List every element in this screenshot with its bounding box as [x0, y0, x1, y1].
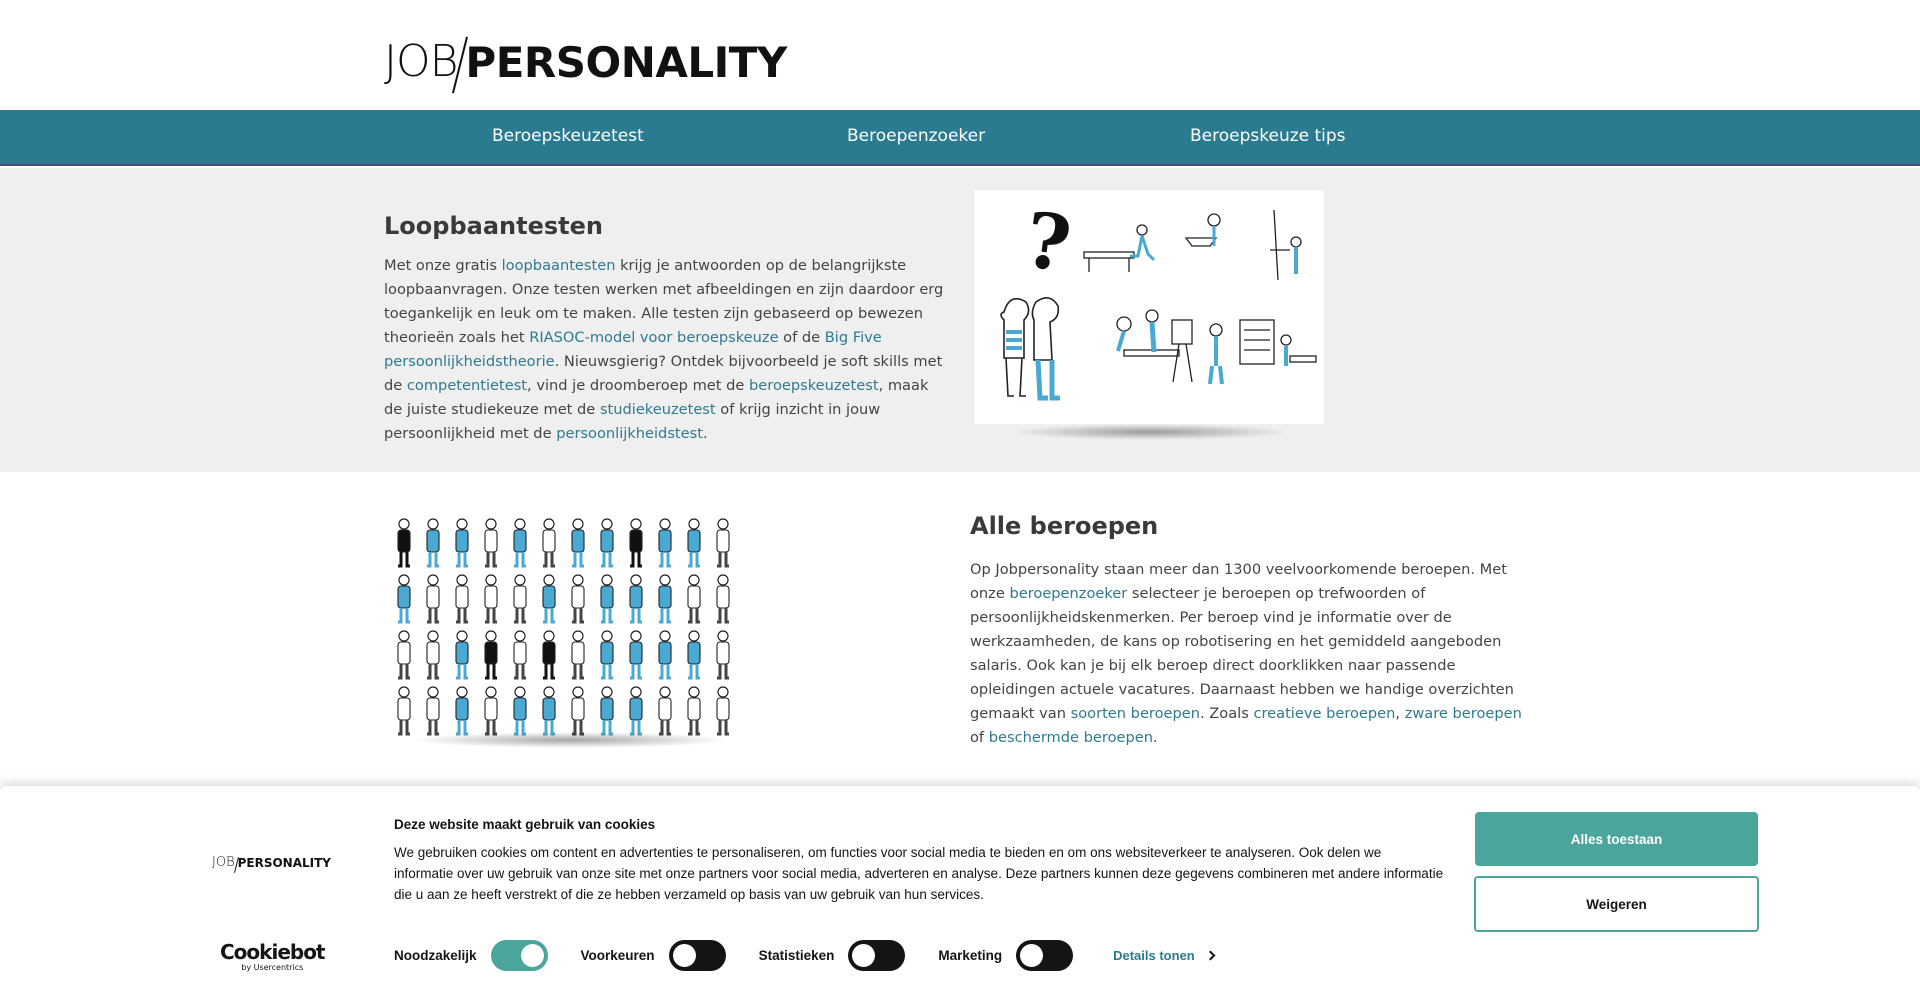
details-tonen-label: Details tonen	[1113, 948, 1195, 963]
link-beschermde-beroepen[interactable]: beschermde beroepen	[988, 729, 1153, 746]
nav-item-beroepskeuzetest[interactable]: Beroepskeuzetest	[492, 126, 644, 146]
crowd-figure	[630, 631, 642, 678]
toggle-knob	[673, 944, 696, 967]
toggle-group-marketing	[938, 940, 1073, 971]
toggle-group-statistieken	[759, 940, 906, 971]
crowd-figure	[456, 575, 468, 622]
toggle-knob	[852, 944, 875, 967]
toggle-knob	[1020, 944, 1043, 967]
crowd-figure	[514, 519, 526, 566]
cookiebot-logo[interactable]	[220, 942, 325, 972]
alle-beroepen-heading: Alle beroepen	[970, 512, 1159, 540]
crowd-figure	[601, 687, 613, 734]
link-competentietest[interactable]: competentietest	[406, 377, 528, 394]
loopbaantesten-section	[0, 168, 1920, 472]
nav-item-beroepenzoeker[interactable]: Beroepenzoeker	[847, 126, 986, 146]
crowd-figure	[601, 575, 613, 622]
crowd-figure	[485, 631, 497, 678]
loopbaantesten-illustration	[974, 190, 1324, 424]
logo-job-text: JOB	[384, 36, 458, 87]
toggle-statistieken[interactable]	[848, 940, 905, 971]
crowd-figure	[427, 631, 439, 678]
crowd-figure	[398, 519, 410, 566]
crowd-figure	[688, 631, 700, 678]
crowd-figure	[659, 631, 671, 678]
deny-button[interactable]: Weigeren	[1474, 876, 1759, 932]
svg-text:?: ?	[1019, 194, 1077, 290]
loopbaantesten-heading: Loopbaantesten	[384, 212, 603, 240]
toggle-knob	[521, 944, 544, 967]
crowd-figure	[717, 575, 729, 622]
cookie-logo-personality-text: PERSONALITY	[237, 856, 331, 870]
crowd-figure	[427, 519, 439, 566]
crowd-figure	[630, 687, 642, 734]
cookie-banner-logo	[212, 854, 331, 870]
crowd-figure	[427, 687, 439, 734]
toggle-label-noodzakelijk: Noodzakelijk	[394, 948, 477, 963]
crowd-figure	[543, 687, 555, 734]
chevron-right-icon	[1205, 951, 1215, 961]
link-big-five[interactable]: Big Five persoonlijkheidstheorie	[384, 329, 882, 370]
toggle-label-voorkeuren: Voorkeuren	[580, 948, 655, 963]
link-riasoc-model[interactable]: RIASOC-model voor beroepskeuze	[529, 329, 779, 346]
crowd-figure	[427, 575, 439, 622]
beroepen-crowd-illustration	[390, 510, 740, 740]
crowd-figure	[398, 687, 410, 734]
crowd-figure	[601, 519, 613, 566]
crowd-figure	[717, 687, 729, 734]
cookie-description: We gebruiken cookies om content en advertenties te personaliseren, om functies voor social media te bieden en om ons websiteverkeer te analyseren. Ook delen we informatie over uw gebruik van onze site met onze partners voor social media, adverteren en analyse. Deze partners kunnen deze gegevens combineren met andere informatie die u aan ze heeft verstrekt of die ze hebben verzameld op basis van uw gebruik van hun services.	[394, 845, 1444, 902]
crowd-figure	[514, 687, 526, 734]
nav-item-beroepskeuze-tips[interactable]: Beroepskeuze tips	[1190, 126, 1346, 146]
crowd-figure	[543, 631, 555, 678]
crowd-figure	[688, 519, 700, 566]
crowd-figure	[514, 575, 526, 622]
crowd-figure	[659, 575, 671, 622]
crowd-figure	[485, 575, 497, 622]
logo-personality-text: PERSONALITY	[465, 38, 787, 87]
crowd-figure	[688, 575, 700, 622]
alle-beroepen-text: Op Jobpersonality staan meer dan 1300 veelvoorkomende beroepen. Met onze beroepenzoeker selecteer je beroepen op trefwoorden of persoonlijkheidskenmerken. Per beroep vind je informatie over de werkzaamheden, de kans op robotisering en het gemiddeld aangeboden salaris. Ook kan je bij elk beroep direct doorklikken naar passende opleidingen actuele vacatures. Daarnaast hebben we handige overzichten gemaakt van soorten beroepen. Zoals creatieve beroepen, zware beroepen of beschermde beroepen.	[970, 561, 1522, 746]
toggle-marketing[interactable]	[1016, 940, 1073, 971]
toggle-noodzakelijk[interactable]	[491, 940, 548, 971]
cookie-logo-job-text: JOB	[212, 855, 235, 870]
crowd-figure	[572, 687, 584, 734]
crowd-figure	[688, 687, 700, 734]
crowd-figure	[572, 575, 584, 622]
cookiebot-byline: by Usercentrics	[241, 963, 304, 972]
crowd-figure	[659, 519, 671, 566]
crowd-figure	[456, 687, 468, 734]
link-beroepenzoeker[interactable]: beroepenzoeker	[1009, 585, 1128, 602]
link-soorten-beroepen[interactable]: soorten beroepen	[1070, 705, 1200, 722]
toggle-label-marketing: Marketing	[938, 948, 1003, 963]
main-nav	[0, 110, 1920, 166]
link-creatieve-beroepen[interactable]: creatieve beroepen	[1253, 705, 1396, 722]
crowd-figure	[717, 519, 729, 566]
toggle-group-voorkeuren	[581, 940, 726, 971]
crowd-figure	[514, 631, 526, 678]
link-beroepskeuzetest[interactable]: beroepskeuzetest	[749, 377, 879, 394]
toggle-label-statistieken: Statistieken	[758, 948, 835, 963]
crowd-figure	[630, 519, 642, 566]
toggle-group-noodzakelijk	[394, 940, 548, 971]
link-studiekeuzetest[interactable]: studiekeuzetest	[599, 401, 716, 418]
crowd-figure	[659, 687, 671, 734]
crowd-figure	[572, 631, 584, 678]
crowd-figure	[456, 631, 468, 678]
crowd-figure	[398, 631, 410, 678]
details-tonen-link[interactable]	[1113, 948, 1214, 963]
link-zware-beroepen[interactable]: zware beroepen	[1404, 705, 1522, 722]
crowd-shadow	[410, 732, 730, 748]
accept-all-button[interactable]: Alles toestaan	[1475, 812, 1758, 866]
site-header	[0, 0, 1920, 110]
crowd-figure	[543, 575, 555, 622]
cookie-banner	[0, 786, 1920, 993]
cookiebot-wordmark: Cookiebot	[220, 940, 325, 964]
illustration-shadow	[1010, 424, 1290, 440]
crowd-figure	[398, 575, 410, 622]
site-logo[interactable]	[384, 24, 787, 87]
crowd-figure	[572, 519, 584, 566]
crowd-figure	[601, 631, 613, 678]
loopbaantesten-text: Met onze gratis loopbaantesten krijg je antwoorden op de belangrijkste loopbaanvragen. Onze testen werken met afbeeldingen en zijn daardoor erg toegankelijk en leuk om te maken. Alle testen zijn gebaseerd op bewezen theorieën zoals het RIASOC-model voor beroepskeuze of de Big Five persoonlijkheidstheorie. Nieuwsgierig? Ontdek bijvoorbeeld je soft skills met de competentietest, vind je droomberoep met de beroepskeuzetest, maak de juiste studiekeuze met de studiekeuzetest of krijg inzicht in jouw persoonlijkheid met de persoonlijkheidstest.	[384, 257, 944, 442]
crowd-figure	[717, 631, 729, 678]
toggle-voorkeuren[interactable]	[669, 940, 726, 971]
cookie-title: Deze website maakt gebruik van cookies	[394, 817, 656, 832]
crowd-figure	[543, 519, 555, 566]
alle-beroepen-section	[0, 472, 1920, 792]
crowd-figure	[630, 575, 642, 622]
cookie-consent-toggles	[394, 940, 1214, 971]
crowd-figure	[485, 519, 497, 566]
link-loopbaantesten[interactable]: loopbaantesten	[501, 257, 616, 274]
crowd-figure	[456, 519, 468, 566]
crowd-figure	[485, 687, 497, 734]
link-persoonlijkheidstest[interactable]: persoonlijkheidstest	[556, 425, 703, 442]
